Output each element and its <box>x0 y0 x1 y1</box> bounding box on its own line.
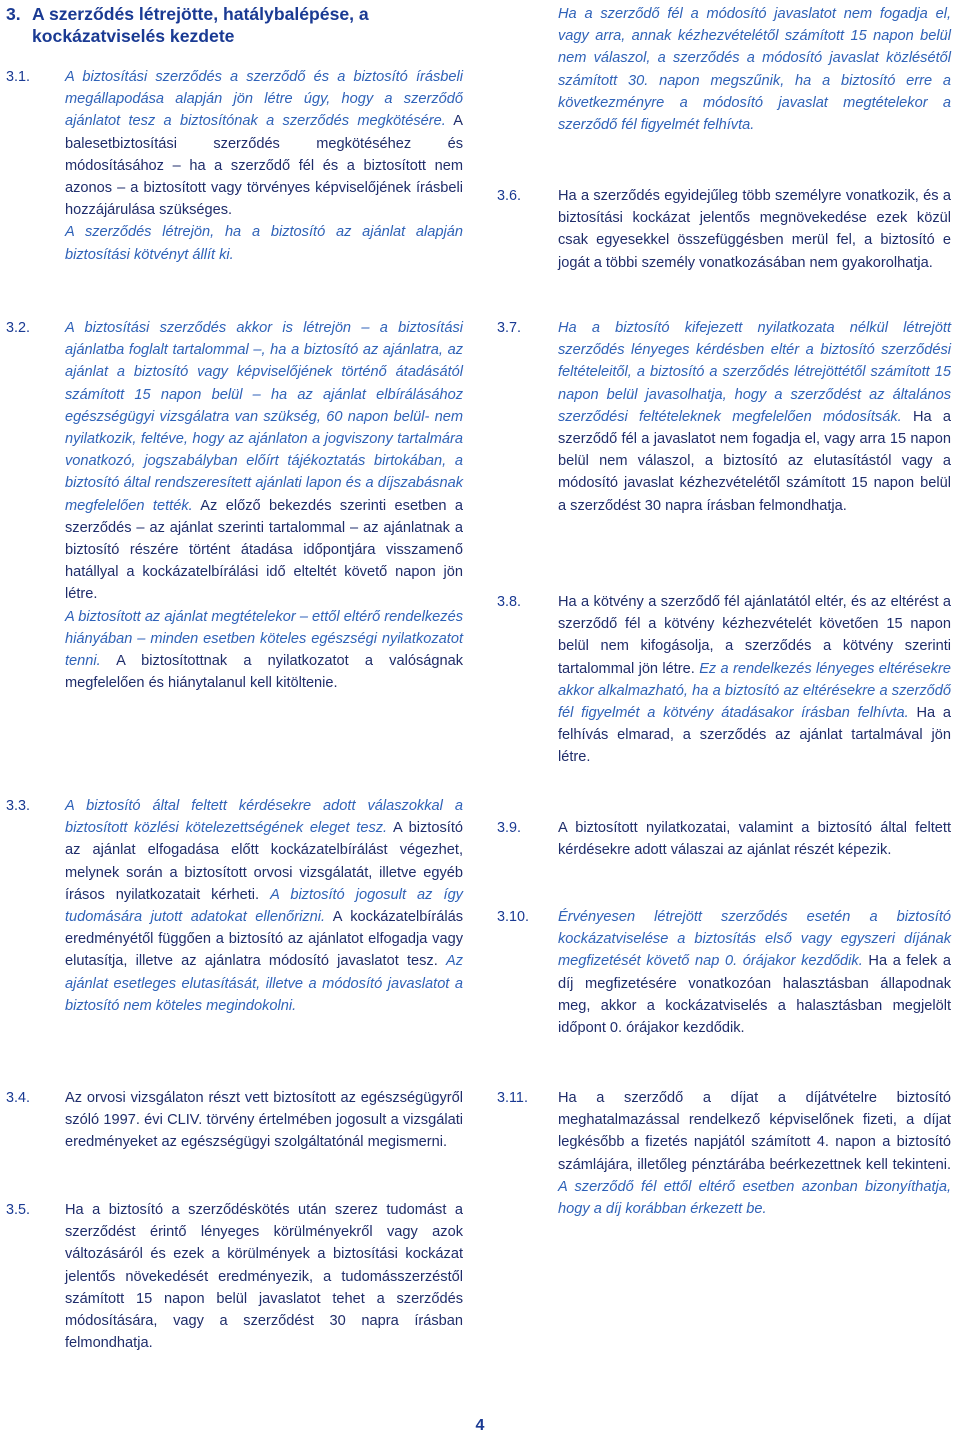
clause-text: Érvényesen létrejött szerződés esetén a biztosító kockázatviselése a biztosítás első vagy egyszeri díjának megfizetését követő nap 0. órájakor kezdődik. <box>558 909 951 970</box>
clause-text: A biztosítottnak a nyilatkozatot a valóságnak megfelelően és hiánytalanul kell kitöltenie. <box>65 653 464 692</box>
clause-number: 3.8. <box>497 594 522 610</box>
clause-body <box>558 817 951 861</box>
clause-body <box>65 66 463 266</box>
clause-body <box>65 1199 463 1354</box>
clause-body <box>65 1087 463 1154</box>
clause-number: 3.4. <box>6 1090 31 1106</box>
clause-text: Ha a biztosító a szerződéskötés után szerez tudomást a szerződést érintő lényeges körülményekről vagy azok változásáról és ezek a körülmények a biztosítási kockázat jelentős növekedését eredményezik, a tudomásszerzéstől számított 15 napon belül javaslatot tehet a szerződés módosítására, vagy a szerződést 30 napra írásban felmondhatja. <box>65 1202 463 1352</box>
clause-body <box>558 1087 951 1220</box>
clause-text: Ha a szerződő fél a javaslatot nem fogadja el, vagy arra 15 napon belül nem válaszol, a biztosító az elutasítástól vagy a módosító javaslat kézhezvételétől számított 15 napon belül a szerződést 30 napra írásban felmondhatja. <box>558 408 952 514</box>
clause-text: A biztosító az ajánlat elfogadása előtt kockázatelbírálást végezhet, melynek során a biztosított orvosi vizsgálatát, illetve egyéb írásos nyilatkozatait kérheti. <box>65 820 463 903</box>
clause-body <box>65 317 463 694</box>
clause-text: Az orvosi vizsgálaton részt vett biztosított az egészségügyről szóló 1997. évi CLIV. törvény értelmében jogosult a vizsgálati eredményeket az egészségügyi szolgáltatónál megismerni. <box>65 1090 463 1151</box>
clause-text: A biztosított nyilatkozatai, valamint a biztosító által feltett kérdésekre adott válaszai az ajánlat részét képezik. <box>558 820 951 859</box>
clause-text: Ez a rendelkezés lényeges eltérésekre akkor alkalmazható, ha a biztosító az eltérésekre a szerződő fél figyelmét a kötvény átadásakor írásban felhívta. <box>558 660 951 722</box>
clause-number: 3.5. <box>6 1202 31 1218</box>
clause-text: Ha a felek a díj megfizetésére vonatkozóan halasztásban állapodnak meg, akkor a kockázatviselés a halasztásban megjelölt időpont 0. órájakor kezdődik. <box>558 953 951 1037</box>
clause-text: A szerződő fél ettől eltérő esetben azonban bizonyíthatja, hogy a díj korábban érkezett be. <box>558 1178 951 1218</box>
clause-text: A biztosító jogosult az így tudomására jutott adatokat ellenőrizni. <box>65 886 463 926</box>
clause-text: Az ajánlat esetleges elutasítását, illetve a módosító javaslatot a biztosító nem köteles megindokolni. <box>65 953 463 1014</box>
clause-number: 3.7. <box>497 320 522 336</box>
clause-text: A biztosítási szerződés akkor is létrejön – a biztosítási ajánlatba foglalt tartalommal –, ha a biztosító az ajánlatra, az ajánlat a biztosító vagy képviselőjének történő átadásától számított 15 napon belül – ha az ajánlat elbírálásához egészségügyi vizsgálatra van szükség, 60 napon belül- nem nyilatkozik, feltéve, hogy az ajánlaton a jogviszony tartalmára vonatkozó, jogszabályban előírt tájékoztatás birtokában, a biztosító által rendszeresített ajánlati lapon és a díjszabásnak megfelelően tették. <box>65 320 463 514</box>
clause-text: Ha a biztosító kifejezett nyilatkozata nélkül létrejött szerződés lényeges kérdésben eltér a biztosító szerződési feltételeitől, a biztosító a szerződés létrejöttétől számított 15 napon belül javasolhatja, hogy a szerződést az általános szerződési feltételeknek megfelelően módosítsák. <box>558 320 951 425</box>
clause-body <box>558 591 951 769</box>
section-heading-text: A szerződés létrejötte, hatálybalépése, a kockázatviselés kezdete <box>32 4 369 46</box>
clause-body <box>558 906 951 1039</box>
clause-number: 3.2. <box>6 320 31 336</box>
clause-number: 3.10. <box>497 909 530 925</box>
clause-number: 3.1. <box>6 69 31 85</box>
clause-text: A balesetbiztosítási szerződés megkötéséhez és módosításához – ha a szerződő fél és a biztosított nem azonos – a biztosított vagy törvényes képviselőjének írásbeli hozzájárulása szükséges. <box>65 113 464 219</box>
clause-text: Ha a felhívás elmarad, a szerződés az ajánlat tartalmával jön létre. <box>558 705 951 766</box>
clause-text: A biztosítási szerződés a szerződő és a biztosító írásbeli megállapodása alapján jön létre úgy, hogy a szerződő ajánlatot tesz a biztosítónak a szerződés megkötésére. <box>65 69 463 130</box>
clause-text: Ha a szerződő a díjat a díjátvételre biztosító meghatalmazással rendelkező képviselőnek fizeti, a díjat legkésőbb a fizetés napjától számított 4. napon a biztosító számlájára, illetőleg pénztárába beérkezettnek kell tekinteni. <box>558 1090 951 1173</box>
clause-text: A kockázatelbírálás eredményétől függően a biztosító az ajánlatot elfogadja vagy elutasítja, illetve az ajánlatra módosító javaslatot tesz. <box>65 909 463 970</box>
clause-text: A biztosító által feltett kérdésekre adott válaszokkal a biztosított közlési kötelezettségének eleget tesz. <box>65 798 463 837</box>
clause-text: A szerződés létrejön, ha a biztosító az ajánlat alapján biztosítási kötvényt állít ki. <box>65 224 463 263</box>
clause-body <box>558 185 951 274</box>
page-number: 4 <box>475 1417 485 1434</box>
clause-number: 3.3. <box>6 798 31 814</box>
clause-text: Ha a kötvény a szerződő fél ajánlatától eltér, és az eltérést a szerződő fél a kötvény kézhezvételét követően 15 napon belül nem kifogásolja, a szerződés a kötvény szerinti tartalommal jön létre. <box>558 594 951 677</box>
clause-text: Az előző bekezdés szerinti esetben a szerződés – az ajánlat szerinti tartalommal – az ajánlatnak a biztosító részére történt átadása időpontjára visszamenő hatállyal a kockázatelbírálási idő elteltét követő napon jön létre. <box>65 497 463 603</box>
clause-number: 3.11. <box>497 1090 528 1106</box>
clause-body <box>558 3 951 136</box>
clause-body <box>558 317 951 517</box>
section-heading-number: 3. <box>6 4 21 24</box>
clause-text: Ha a szerződés egyidejűleg több személyre vonatkozik, és a biztosítási kockázat jelentős megnövekedése ezek közül csak egyesekkel összefüggésben merül fel, a biztosító e jogát a többi személy vonatkozásában nem gyakorolhatja. <box>558 188 951 271</box>
clause-number: 3.6. <box>497 188 522 204</box>
clause-body <box>65 795 463 1017</box>
clause-text: A biztosított az ajánlat megtételekor – ettől eltérő rendelkezés hiányában – minden esetben köteles egészségi nyilatkozatot tenni. <box>65 608 463 670</box>
clause-text: Ha a szerződő fél a módosító javaslatot nem fogadja el, vagy arra, annak kézhezvételétől számított 15 napon belül nem válaszol, a szerződés a módosító javaslat közlésétől számított 30. napon megszűnik, ha a biztosító erre a következményre a módosító javaslat megtételekor a szerződő fél figyelmét felhívta. <box>558 6 951 134</box>
clause-number: 3.9. <box>497 820 522 836</box>
